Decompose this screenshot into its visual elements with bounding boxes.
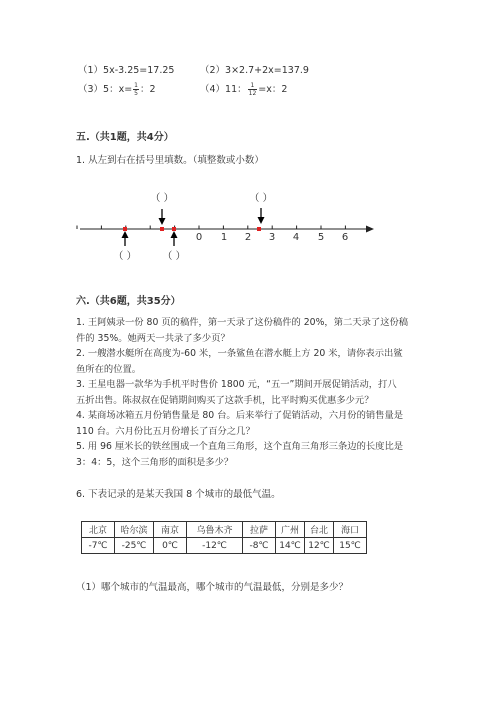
red-point-3 — [172, 227, 176, 231]
sub-question-1: （1）哪个城市的气温最高，哪个城市的气温最低，分别是多少？ — [76, 582, 349, 593]
equation-2: （2）3×2.7+2x=137.9 — [200, 65, 309, 76]
table-cell: 南京 — [154, 522, 187, 538]
table-cell: 哈尔滨 — [115, 522, 154, 538]
answer-bracket-bottom-2: （ ） — [162, 251, 186, 262]
table-cell: 广州 — [276, 522, 305, 538]
fraction-numerator: 1 — [134, 82, 138, 89]
temperature-table — [81, 521, 367, 554]
section-5-question-1: 1. 从左到右在括号里填数。（填整数或小数） — [76, 155, 264, 166]
table-cell: 乌鲁木齐 — [187, 522, 243, 538]
answer-bracket-top-2: （ ） — [249, 193, 273, 204]
table-cell: -7℃ — [82, 538, 115, 554]
fraction-denominator: 5 — [134, 90, 138, 97]
arrow-up-2 — [171, 231, 178, 246]
tick-label-3: 3 — [268, 232, 276, 243]
equation-1: （1）5x-3.25=17.25 — [78, 65, 175, 76]
red-point-4 — [257, 227, 261, 231]
equation-3-prefix: （3）5：x= — [78, 84, 133, 95]
table-cell: 台北 — [305, 522, 334, 538]
table-cell: 14℃ — [276, 538, 305, 554]
section-5-heading: 五.（共1题，共4分） — [76, 132, 174, 143]
equation-4-prefix: （4）11： — [200, 84, 247, 95]
table-cell: 12℃ — [305, 538, 334, 554]
equation-3-suffix: ：2 — [140, 84, 156, 95]
tick-label-2: 2 — [244, 232, 252, 243]
labeled-tick-values — [196, 232, 348, 243]
problem-4-line-2: 110 台。六月份比五月份增长了百分之几？ — [76, 425, 255, 437]
tick-label-5: 5 — [317, 232, 325, 243]
problem-1 — [76, 315, 426, 470]
problem-4-line-1: 4. 某商场冰箱五月份销售量是 80 台。后来举行了促销活动，六月份的销售量是 — [76, 410, 404, 421]
problem-1-line-1: 1. 王阿姨录一份 80 页的稿件，第一天录了这份稿件的 20%，第二天录了这份稿 — [76, 317, 409, 328]
section-6-heading: 六.（共6题，共35分） — [76, 296, 181, 307]
problem-5-line-2: 3：4：5，这个三角形的面积是多少？ — [76, 456, 234, 468]
fraction-numerator: 1 — [248, 82, 258, 90]
table-cell: -25℃ — [115, 538, 154, 554]
equation-4-suffix: =x：2 — [258, 84, 288, 95]
table-row-temperatures — [82, 538, 367, 554]
answer-bracket-top-1: （ ） — [150, 193, 174, 204]
table-cell: 北京 — [82, 522, 115, 538]
tick-marks — [77, 226, 345, 230]
problem-1-line-2: 件的 35%。她两天一共录了多少页？ — [76, 332, 230, 344]
table-cell: 15℃ — [334, 538, 367, 554]
answer-bracket-bottom-1: （ ） — [113, 251, 137, 262]
table-cell: 拉萨 — [243, 522, 276, 538]
number-line-arrowhead — [366, 226, 374, 233]
arrow-down-2 — [258, 208, 265, 224]
red-point-1 — [123, 227, 127, 231]
tick-label-4: 4 — [292, 232, 300, 243]
table-cell: 海口 — [334, 522, 367, 538]
arrow-down-1 — [159, 209, 166, 225]
problem-2-line-1: 2. 一艘潜水艇所在高度为-60 米，一条鲨鱼在潜水艇上方 20 米，请你表示出鲨 — [76, 348, 403, 359]
red-point-2 — [160, 227, 164, 231]
fraction-denominator: 12 — [248, 90, 257, 97]
problem-5-line-1: 5. 用 96 厘米长的铁丝围成一个直角三角形，这个直角三角形三条边的长度比是 — [76, 441, 404, 452]
problem-6: 6. 下表记录的是某天我国 8 个城市的最低气温。 — [76, 489, 281, 500]
arrow-up-1 — [122, 231, 129, 246]
table-cell: -12℃ — [187, 538, 243, 554]
tick-label-1: 1 — [220, 232, 228, 243]
tick-label-6: 6 — [341, 232, 349, 243]
problem-2-line-2: 鱼所在的位置。 — [76, 363, 142, 375]
table-row-cities — [82, 522, 367, 538]
table-cell: 0℃ — [154, 538, 187, 554]
problem-3-line-2: 五折出售。陈叔叔在促销期间购买了这款手机，比平时购买优惠多少元？ — [76, 394, 374, 406]
problem-3-line-1: 3. 王星电器一款华为手机平时售价 1800 元，“五一”期间开展促销活动，打八 — [76, 379, 397, 390]
table-cell: -8℃ — [243, 538, 276, 554]
tick-label-0: 0 — [195, 232, 203, 243]
